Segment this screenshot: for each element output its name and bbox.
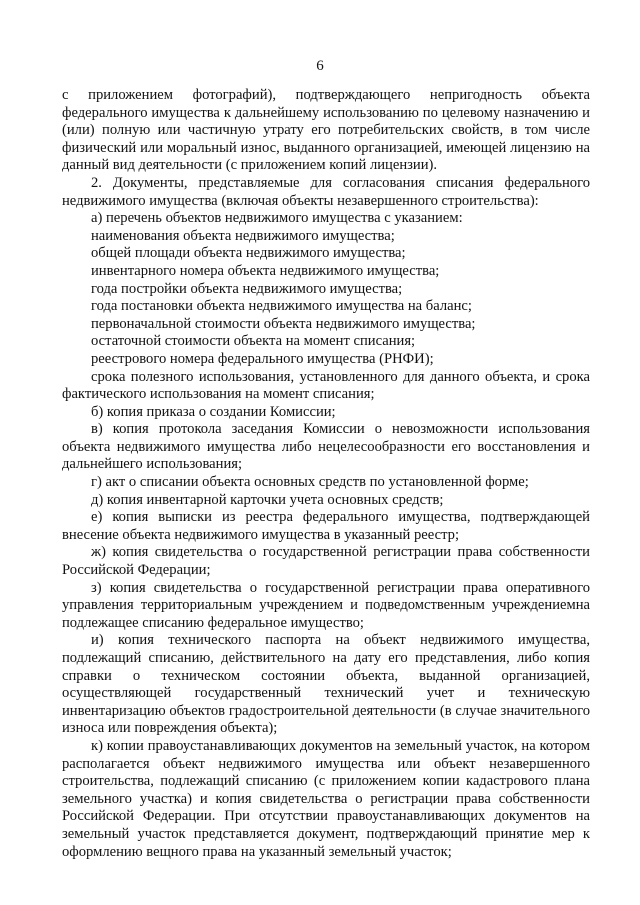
list-item-k: к) копии правоустанавливающих документов на земельный участок, на котором располагается объект недвижимого имущества или объект незавершенного строительства, подлежащий списанию (с приложением копии кадастрового плана земельного участка) и копия свидетельства о регистрации права собственности Российской Федерации. При отсутствии правоустанавливающих документов на земельный участок представляется документ, подтверждающий принятие мер к оформлению вещного права на указанный земельный участок; [62, 737, 590, 860]
sub-item-balance-year: года постановки объекта недвижимого имущества на баланс; [91, 298, 472, 315]
page-number: 6 [316, 58, 324, 74]
sub-item-useful-life: срока полезного использования, установленного для данного объекта, и срока фактического использования на момент списания; [62, 368, 590, 403]
list-item-b: б) копия приказа о создании Комиссии; [91, 403, 336, 420]
list-item-i: и) копия технического паспорта на объект недвижимого имущества, подлежащий списанию, действительного на дату его представления, либо копия справки о техническом состоянии объекта, выданной организацией, осуществляющей государственный технический учет и техническую инвентаризацию объектов градостроительной деятельности (в случае значительного износа или повреждения объекта); [62, 632, 590, 737]
list-item-zh: ж) копия свидетельства о государственной регистрации права собственности Российской Федерации; [62, 544, 590, 579]
list-item-v: в) копия протокола заседания Комиссии о невозможности использования объекта недвижимого имущества либо нецелесообразности его восстановления и дальнейшего использования; [62, 421, 590, 473]
list-item-g: г) акт о списании объекта основных средств по установленной форме; [91, 474, 529, 491]
sub-item-residual-cost: остаточной стоимости объекта на момент списания; [91, 333, 416, 350]
sub-item-name: наименования объекта недвижимого имущества; [91, 227, 395, 244]
document-body [62, 87, 590, 861]
list-item-d: д) копия инвентарной карточки учета основных средств; [91, 491, 444, 508]
list-item-a: а) перечень объектов недвижимого имущества с указанием: [91, 210, 463, 227]
sub-item-area: общей площади объекта недвижимого имущества; [91, 245, 406, 262]
sub-item-inventory-number: инвентарного номера объекта недвижимого имущества; [91, 262, 440, 279]
list-item-z: з) копия свидетельства о государственной регистрации права оперативного управления территориальным учреждением и подведомственным учреждениемна подлежащее списанию федеральное имущество; [62, 579, 590, 631]
paragraph-section-2: 2. Документы, представляемые для согласования списания федерального недвижимого имущества (включая объекты незавершенного строительства): [62, 174, 590, 209]
paragraph-photo-conclusion: с приложением фотографий), подтверждающего непригодность объекта федерального имущества к дальнейшему использованию по целевому назначению и (или) полную или частичную утрату его потребительских свойств, в том числе физический или моральный износ, выданного организацией, имеющей лицензию на данный вид деятельности (с приложением копий лицензии). [62, 87, 590, 174]
list-item-e: е) копия выписки из реестра федерального имущества, подтверждающей внесение объекта недвижимого имущества в указанный реестр; [62, 509, 590, 543]
sub-item-registry-number: реестрового номера федерального имущества (РНФИ); [91, 350, 434, 367]
sub-item-initial-cost: первоначальной стоимости объекта недвижимого имущества; [91, 315, 476, 332]
sub-item-build-year: года постройки объекта недвижимого имущества; [91, 280, 403, 297]
